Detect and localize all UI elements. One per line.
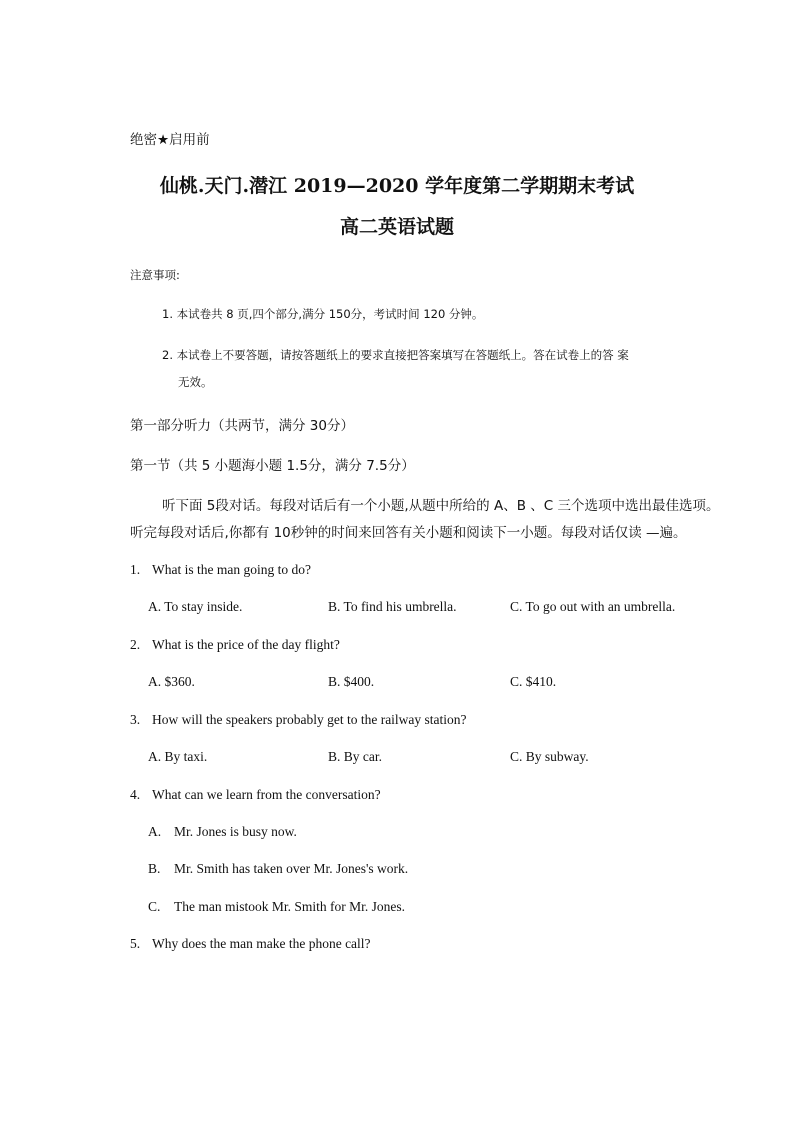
exam-subtitle: 高二英语试题: [339, 216, 454, 238]
question-text: How will the speakers probably get to the railway station?: [152, 712, 467, 727]
question-text: Why does the man make the phone call?: [152, 936, 371, 951]
question-number: 4.: [130, 787, 141, 802]
section1-heading: 第一节（共 5 小题海小题 1.5分，满分 7.5分）: [130, 458, 415, 474]
question-number: 1.: [130, 562, 141, 577]
question-4-option-c: [148, 899, 405, 915]
question-2-option-c: C. $410.: [510, 674, 557, 689]
question-5: [130, 936, 371, 952]
question-3-option-b: B. By car.: [328, 749, 382, 764]
instructions-line-2: 听完每段对话后,你都有 10秒钟的时间来回答有关小题和阅读下一小题。每段对话仅读 —遍。: [130, 525, 687, 541]
notice-item-2-line-2: 无效。: [178, 375, 213, 389]
option-letter: C.: [148, 899, 161, 914]
exam-title: 仙桃.天门.潜江 2019—2020 学年度第二学期期末考试: [159, 175, 635, 197]
option-text: Mr. Smith has taken over Mr. Jones's work.: [174, 861, 409, 876]
option-letter: A.: [148, 824, 162, 839]
option-text: Mr. Jones is busy now.: [174, 824, 297, 839]
question-2: [130, 637, 340, 653]
question-1-option-b: B. To find his umbrella.: [328, 599, 457, 614]
option-text: The man mistook Mr. Smith for Mr. Jones.: [174, 899, 405, 914]
question-1-option-c: C. To go out with an umbrella.: [510, 599, 676, 614]
question-4-option-a: [148, 824, 297, 840]
question-number: 3.: [130, 712, 141, 727]
notice-item-2-line-1: 2. 本试卷上不要答题，请按答题纸上的要求直接把答案填写在答题纸上。答在试卷上的答 案: [162, 348, 629, 362]
question-3: [130, 712, 467, 728]
question-4-option-b: [148, 861, 408, 877]
instructions-line-1: 听下面 5段对话。每段对话后有一个小题,从题中所给的 A、B 、C 三个选项中选出最佳选项。: [162, 498, 720, 514]
question-number: 2.: [130, 637, 141, 652]
question-text: What is the man going to do?: [152, 562, 311, 577]
question-text: What is the price of the day flight?: [152, 637, 340, 652]
question-2-option-a: A. $360.: [148, 674, 195, 689]
notice-heading: 注意事项:: [130, 268, 180, 282]
part1-heading: 第一部分听力（共两节，满分 30分）: [130, 418, 354, 434]
question-text: What can we learn from the conversation?: [152, 787, 381, 802]
question-2-option-b: B. $400.: [328, 674, 375, 689]
notice-item-1: 1. 本试卷共 8 页,四个部分,满分 150分，考试时间 120 分钟。: [162, 307, 484, 321]
option-letter: B.: [148, 861, 161, 876]
question-3-option-a: A. By taxi.: [148, 749, 208, 764]
question-3-option-c: C. By subway.: [510, 749, 589, 764]
confidential-label: 绝密★启用前: [130, 132, 210, 148]
question-number: 5.: [130, 936, 141, 951]
question-1-option-a: A. To stay inside.: [148, 599, 243, 614]
question-4: [130, 787, 381, 803]
question-1: [130, 562, 311, 578]
